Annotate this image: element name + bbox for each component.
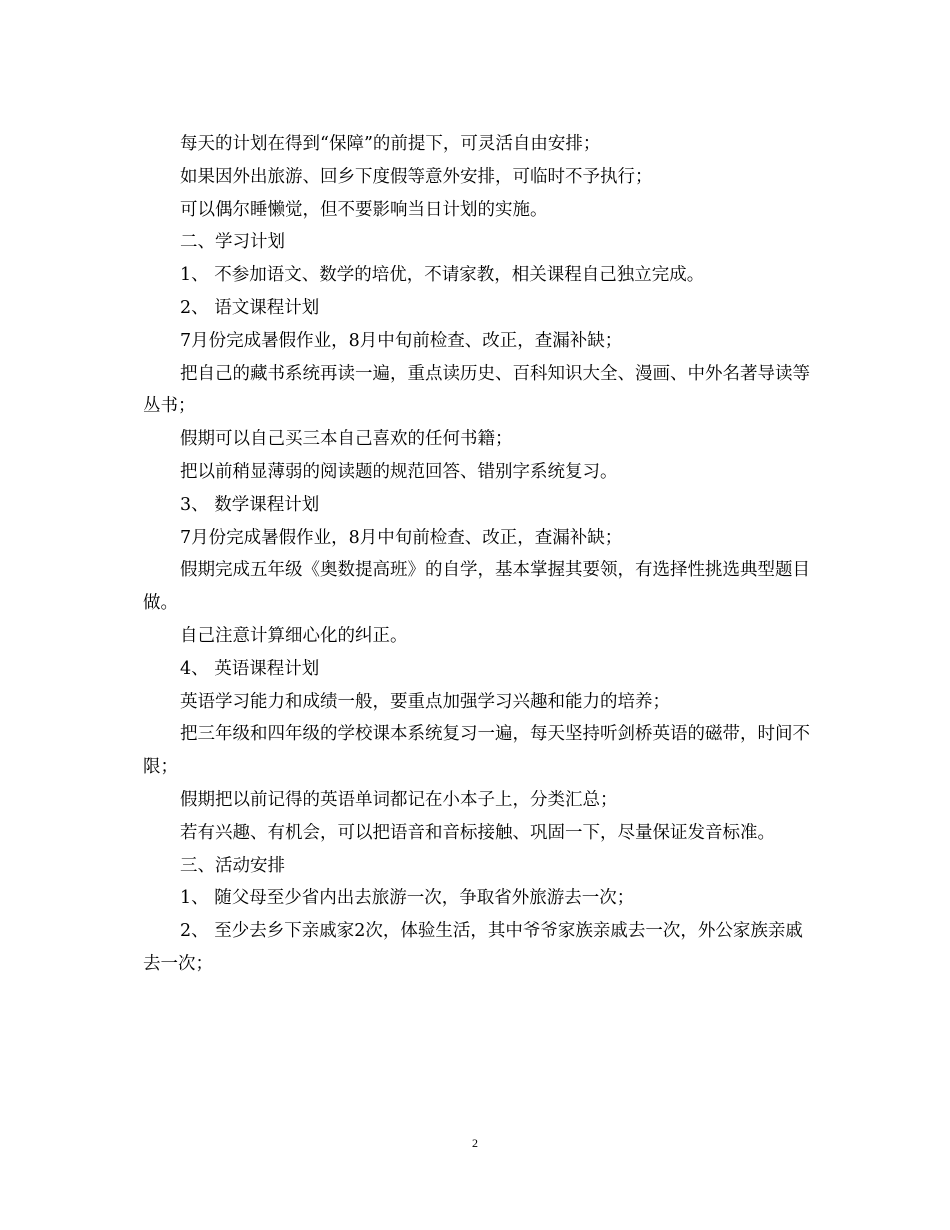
section-heading: 二、学习计划 — [180, 232, 285, 253]
paragraph: 7月份完成暑假作业，8月中旬前检查、改正，查漏补缺； — [180, 527, 623, 548]
subsection-heading: 3、 数学课程计划 — [180, 494, 320, 515]
paragraph: 如果因外出旅游、回乡下度假等意外安排，可临时不予执行； — [180, 166, 653, 187]
page-number: 2 — [472, 1136, 478, 1150]
paragraph: 可以偶尔睡懒觉，但不要影响当日计划的实施。 — [180, 199, 548, 220]
paragraph: 把自己的藏书系统再读一遍，重点读历史、百科知识大全、漫画、中外名著导读等丛书； — [143, 363, 810, 417]
paragraph: 若有兴趣、有机会，可以把语音和音标接触、巩固一下，尽量保证发音标准。 — [180, 822, 775, 843]
section-heading: 三、活动安排 — [180, 855, 285, 876]
paragraph: 假期完成五年级《奥数提高班》的自学，基本掌握其要领，有选择性挑选典型题目做。 — [143, 560, 810, 614]
paragraph: 把以前稍显薄弱的阅读题的规范回答、错别字系统复习。 — [180, 461, 618, 482]
paragraph: 1、 不参加语文、数学的培优，不请家教，相关课程自己独立完成。 — [180, 265, 705, 286]
paragraph: 假期可以自己买三本自己喜欢的任何书籍； — [180, 429, 513, 450]
paragraph: 英语学习能力和成绩一般，要重点加强学习兴趣和能力的培养； — [180, 691, 670, 712]
paragraph: 每天的计划在得到“保障”的前提下，可灵活自由安排； — [180, 134, 601, 154]
subsection-heading: 4、 英语课程计划 — [180, 658, 320, 679]
document-body — [143, 128, 813, 981]
paragraph: 2、 至少去乡下亲戚家2次，体验生活，其中爷爷家族亲戚去一次，外公家族亲戚去一次； — [143, 921, 803, 974]
paragraph: 7月份完成暑假作业，8月中旬前检查、改正，查漏补缺； — [180, 330, 623, 351]
paragraph: 自己注意计算细心化的纠正。 — [180, 625, 408, 646]
paragraph: 1、 随父母至少省内出去旅游一次，争取省外旅游去一次； — [180, 888, 635, 909]
paragraph: 假期把以前记得的英语单词都记在小本子上，分类汇总； — [180, 789, 618, 810]
paragraph: 把三年级和四年级的学校课本系统复习一遍，每天坚持听剑桥英语的磁带，时间不限； — [143, 724, 810, 778]
subsection-heading: 2、 语文课程计划 — [180, 297, 320, 318]
